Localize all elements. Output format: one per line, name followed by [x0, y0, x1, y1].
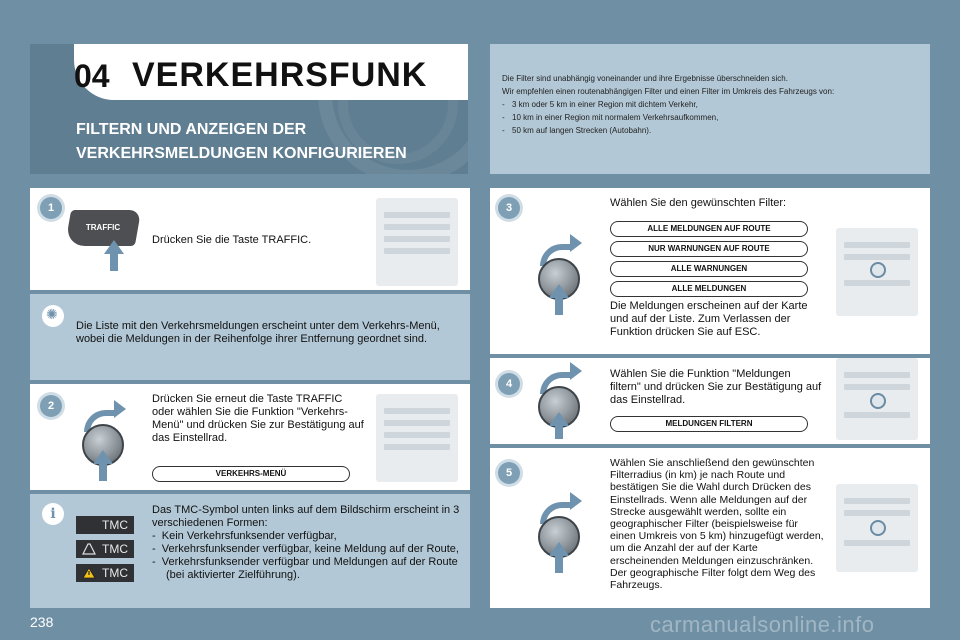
- step-number: 4: [498, 373, 520, 395]
- menu-pill: VERKEHRS-MENÜ: [152, 466, 350, 482]
- list-item: - 50 km auf langen Strecken (Autobahn).: [502, 124, 916, 137]
- rotate-arrow-icon: [114, 400, 126, 418]
- tmc-symbol-available: [76, 540, 134, 558]
- list-item: - Verkehrsfunksender verfügbar und Meldungen auf der Route (bei aktivierter Zielführung).: [152, 556, 458, 581]
- button-row: [844, 372, 910, 378]
- dial-highlight: [870, 393, 886, 409]
- section-subtitle: [76, 118, 456, 166]
- tmc-label: TMC: [102, 518, 128, 532]
- road-icon: [82, 543, 96, 555]
- filter-info-panel: [490, 44, 930, 174]
- rotate-arrow-icon: [570, 362, 582, 380]
- press-arrow-icon: [110, 253, 118, 271]
- step-text: Drücken Sie erneut die Taste TRAFFIC oder wählen Sie die Funktion "Verkehrs-Menü" und drücken Sie zur Bestätigung auf das Einstellrad.: [152, 393, 364, 444]
- button-row: [384, 212, 450, 218]
- button-row: [844, 384, 910, 390]
- rotate-arrow-icon: [570, 234, 582, 252]
- list-item: - 3 km oder 5 km in einer Region mit dichtem Verkehr,: [502, 98, 916, 111]
- press-arrow-icon: [555, 425, 563, 439]
- radio-unit-image: [376, 394, 458, 482]
- tmc-label: TMC: [102, 566, 128, 580]
- button-row: [844, 242, 910, 248]
- radio-unit-image: [836, 484, 918, 572]
- filter-option: NUR WARNUNGEN AUF ROUTE: [610, 241, 808, 257]
- button-row: [844, 498, 910, 504]
- press-arrow-icon: [555, 297, 563, 315]
- button-row: [844, 540, 910, 546]
- press-arrow-icon: [549, 542, 569, 556]
- rotate-arrow-icon: [570, 492, 582, 510]
- step-text: Die Meldungen erscheinen auf der Karte und auf der Liste. Zum Verlassen der Funktion drücken Sie auf ESC.: [610, 300, 808, 338]
- list-item-text: Kein Verkehrsfunksender verfügbar,: [161, 530, 337, 542]
- watermark: carmanualsonline.info: [650, 612, 875, 637]
- dial-highlight: [870, 262, 886, 278]
- step-title: Wählen Sie den gewünschten Filter:: [610, 197, 787, 209]
- tip-text: Die Liste mit den Verkehrsmeldungen erscheint unter dem Verkehrs-Menü, wobei die Meldungen in der Reihenfolge ihrer Entfernung geordnet sind.: [76, 320, 440, 345]
- chapter-title: VERKEHRSFUNK: [132, 56, 428, 94]
- subtitle-line: VERKEHRSMELDUNGEN KONFIGURIEREN: [76, 145, 407, 162]
- button-row: [384, 444, 450, 450]
- press-arrow-icon: [104, 240, 124, 254]
- button-row: [384, 420, 450, 426]
- info-icon: i: [42, 503, 64, 525]
- press-arrow-icon: [549, 284, 569, 298]
- step-number: 3: [498, 197, 520, 219]
- list-item-text: Verkehrsfunksender verfügbar, keine Meldung auf der Route,: [161, 543, 459, 555]
- tmc-info-text: [152, 504, 462, 582]
- radio-unit-image: [836, 358, 918, 440]
- press-arrow-icon: [99, 463, 107, 481]
- radio-unit-image: [836, 228, 918, 316]
- dial-highlight: [870, 520, 886, 536]
- subtitle-line: FILTERN UND ANZEIGEN DER: [76, 121, 307, 138]
- button-row: [844, 254, 910, 260]
- button-row: [844, 280, 910, 286]
- info-intro: Das TMC-Symbol unten links auf dem Bildschirm erscheint in 3 verschiedenen Formen:: [152, 504, 460, 529]
- step-number: 5: [498, 462, 520, 484]
- menu-pill: MELDUNGEN FILTERN: [610, 416, 808, 432]
- radius-list: [502, 98, 916, 137]
- button-row: [844, 510, 910, 516]
- button-row: [384, 248, 450, 254]
- filter-option: ALLE WARNUNGEN: [610, 261, 808, 277]
- button-row: [384, 408, 450, 414]
- button-row: [384, 432, 450, 438]
- step-text: Wählen Sie die Funktion "Meldungen filtern" und drücken Sie zur Bestätigung auf das Einstellrad.: [610, 368, 822, 406]
- step-number: 1: [40, 197, 62, 219]
- tmc-symbol-messages: [76, 564, 134, 582]
- info-line: Die Filter sind unabhängig voneinander und ihre Ergebnisse überschneiden sich.: [502, 74, 788, 83]
- list-item-text: Verkehrsfunksender verfügbar und Meldungen auf der Route (bei aktivierter Zielführung).: [161, 556, 458, 581]
- radio-unit-image: [376, 198, 458, 286]
- step-text: Drücken Sie die Taste TRAFFIC.: [152, 234, 312, 246]
- chapter-number: 04: [74, 58, 110, 94]
- page-number: 238: [30, 614, 54, 630]
- tmc-symbol-none: [76, 516, 134, 534]
- filter-option: ALLE MELDUNGEN AUF ROUTE: [610, 221, 808, 237]
- list-item: - Verkehrsfunksender verfügbar, keine Meldung auf der Route,: [152, 543, 459, 555]
- press-arrow-icon: [555, 555, 563, 573]
- list-item: - 10 km in einer Region mit normalem Verkehrsaufkommen,: [502, 111, 916, 124]
- filter-option: ALLE MELDUNGEN: [610, 281, 808, 297]
- press-arrow-icon: [93, 450, 113, 464]
- tip-icon: [42, 305, 64, 327]
- traffic-button-label: TRAFFIC: [85, 223, 121, 232]
- press-arrow-icon: [549, 412, 569, 426]
- warning-icon: [82, 567, 96, 579]
- list-item: - Kein Verkehrsfunksender verfügbar,: [152, 530, 337, 542]
- info-line: Wir empfehlen einen routenabhängigen Filter und einen Filter im Umkreis des Fahrzeugs von:: [502, 87, 835, 96]
- traffic-button-image: [65, 210, 141, 246]
- step-number: 2: [40, 395, 62, 417]
- button-row: [844, 412, 910, 418]
- button-row: [384, 224, 450, 230]
- step-text: Wählen Sie anschließend den gewünschten Filterradius (in km) je nach Route und bestätigen Sie die Wahl durch Drücken des Einstellrads. Wenn alle Meldungen auf der Strecke ausgewählt werden, sollte ein geographischer Filter (beispielsweise für einen Umkreis von 5 km) hinzugefügt werden, um die Anzahl der auf der Karte erscheinenden Meldungen einzuschränken. Der geographische Filter folgt dem Weg des Fahrzeugs.: [610, 457, 824, 592]
- button-row: [384, 236, 450, 242]
- tmc-label: TMC: [102, 542, 128, 556]
